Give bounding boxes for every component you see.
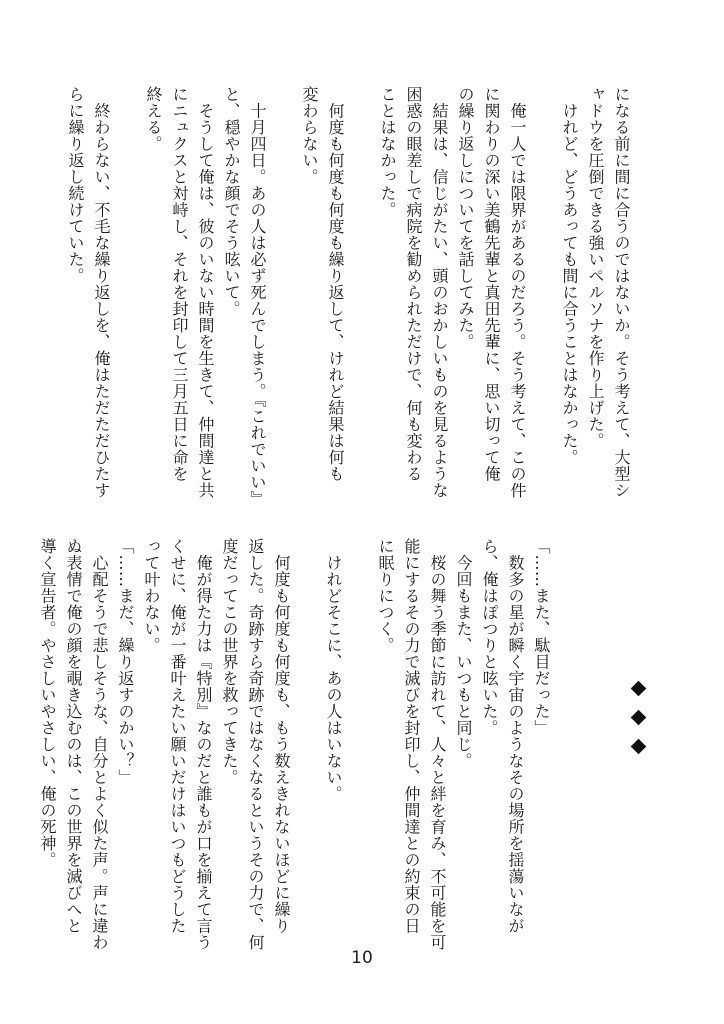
text-line: 何度も何度も何度も、もう数えきれないほどに繰り [272, 538, 291, 934]
text-line: けれど、どうあっても間に合うことはなかった。 [560, 86, 579, 466]
page-number: 10 [351, 948, 373, 968]
text-line: と、穏やかな顔でそう呟いて。 [222, 86, 241, 317]
text-line: くせに、俺が一番叶えたい願いだけはいつもどうした [168, 538, 187, 934]
text-line: の繰り返しについてを話してみた。 [456, 86, 475, 350]
text-line: ャドウを圧倒できる強いペルソナを作り上げた。 [586, 86, 605, 449]
text-line: ら、俺はぽつりと呟いた。 [480, 538, 499, 736]
text-line: 変わらない。 [300, 86, 319, 185]
section-break [628, 683, 648, 770]
text-line: 終える。 [144, 86, 163, 152]
blank-line [294, 538, 320, 938]
text-line: 困惑の眼差しで病院を勧められただけで、何も変わる [404, 86, 423, 482]
text-line: 「……まだ、繰り返すのかい？」 [116, 538, 135, 786]
diamond-ornament [630, 681, 646, 697]
lower-text-block [38, 538, 554, 951]
text-line: 桜の舞う季節に訪れて、人々と絆を育み、不可能を可 [428, 538, 447, 951]
text-line: 心配そうで悲しそうな、自分とよく似た声。声に違わ [90, 538, 109, 951]
text-line: ことはなかった。 [378, 86, 397, 218]
text-line: らに繰り返し続けていた。 [66, 86, 85, 284]
blank-line [346, 538, 372, 938]
text-line: けれどそこに、あの人はいない。 [324, 538, 343, 802]
text-line: 何度も何度も何度も繰り返して、けれど結果は何も [326, 86, 345, 482]
diamond-ornament [630, 739, 646, 755]
text-line: 今回もまた、いつもと同じ。 [454, 538, 473, 769]
text-line: 俺一人では限界があるのだろう。そう考えて、この件 [508, 86, 527, 499]
text-line: そうして俺は、彼のいない時間を生きて、仲間達と共 [196, 86, 215, 499]
blank-line [114, 86, 140, 496]
text-line: 結果は、信じがたい、頭のおかしいものを見るような [430, 86, 449, 499]
blank-line [530, 86, 556, 496]
text-line: 十月四日。あの人は必ず死んでしまう。『これでいい』 [248, 86, 267, 507]
text-line: ぬ表情で俺の顔を覗き込むのは、この世界を滅びへと [64, 538, 83, 934]
text-line: 度だってこの世界を救ってきた。 [220, 538, 239, 786]
text-line: にニュクスと対峙し、それを封印して三月五日に命を [170, 86, 189, 482]
text-line: 返した。奇跡すら奇跡ではなくなるというその力で、何 [246, 538, 265, 951]
text-line: 終わらない、不毛な繰り返しを、俺はただただひたす [92, 86, 111, 499]
text-line: に関わりの深い美鶴先輩と真田先輩に、思い切って俺 [482, 86, 501, 482]
text-line: に眠りにつく。 [376, 538, 395, 654]
text-line: 能にするその力で滅びを封印し、仲間達との約束の日 [402, 538, 421, 934]
blank-line [270, 86, 296, 496]
text-line: 「……また、駄目だった」 [532, 538, 551, 736]
text-line: 導く宣告者。やさしいやさしい、俺の死神。 [38, 538, 57, 868]
blank-line [348, 86, 374, 496]
text-line: 数多の星が瞬く宇宙のようなその場所を揺蕩いなが [506, 538, 525, 934]
text-line: になる前に間に合うのではないか。そう考えて、大型シ [612, 86, 631, 499]
diamond-ornament [630, 710, 646, 726]
text-line: 俺が得た力は『特別』なのだと誰もが口を揃えて言う [194, 538, 213, 951]
upper-text-block [66, 86, 634, 507]
text-line: って叶わない。 [142, 538, 161, 654]
